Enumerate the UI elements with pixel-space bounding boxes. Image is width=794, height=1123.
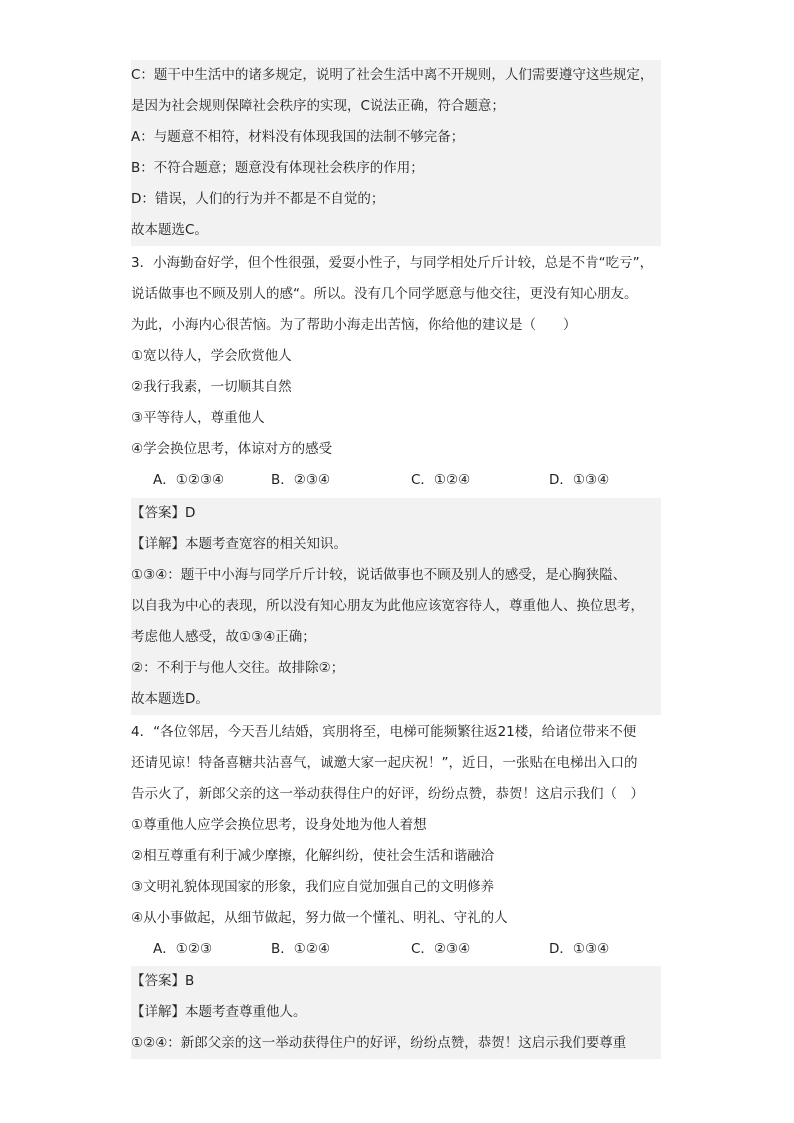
question-3-stem-line3: 为此，小海内心很苦恼。为了帮助小海走出苦恼，你给他的建议是（ ）: [131, 317, 577, 333]
question-3-detail: 【详解】本题考查宽容的相关知识。: [131, 529, 661, 560]
question-3-analysis-line2: 以自我为中心的表现，所以没有知心朋友为此他应该宽容待人，尊重他人、换位思考，: [131, 591, 661, 622]
question-4-stem-line1: 4．“各位邻居，今天吾儿结婚，宾朋将至，电梯可能频繁往返21楼，给诸位带来不便: [131, 724, 637, 740]
question-3-stem-line2: 说话做事也不顾及别人的感“。所以。没有几个同学愿意与他交往，更没有知心朋友。: [131, 286, 638, 302]
question-3-item-1: ①宽以待人，学会欣赏他人: [131, 348, 292, 364]
question-3-options: [131, 465, 661, 496]
question-4-item-2: ②相互尊重有利于减少摩擦，化解纠纷，使社会生活和谐融洽: [131, 848, 495, 864]
question-4-stem-line3: 告示火了，新郎父亲的这一举动获得住户的好评，纷纷点赞，恭贺！这启示我们（ ）: [131, 786, 644, 802]
question-3-answer: 【答案】D: [131, 498, 661, 529]
option-b: B．②③④: [271, 472, 331, 488]
option-b: B．①②④: [271, 941, 331, 957]
question-4-detail: 【详解】本题考查尊重他人。: [131, 997, 661, 1028]
question-4-options: [131, 934, 661, 965]
explanation-c-line1: C：题干中生活中的诸多规定，说明了社会生活中离不开规则，人们需要遵守这些规定，: [131, 60, 661, 91]
explanation-conclusion: 故本题选C。: [131, 215, 661, 246]
explanation-a-line: A：与题意不相符，材料没有体现我国的法制不够完备；: [131, 122, 661, 153]
question-4-analysis-line1: ①②④：新郎父亲的这一举动获得住户的好评，纷纷点赞，恭贺！这启示我们要尊重: [131, 1028, 661, 1059]
option-d: D．①③④: [549, 472, 610, 488]
question-3-item-4: ④学会换位思考，体谅对方的感受: [131, 441, 333, 457]
question-3-item-2: ②我行我素，一切顺其自然: [131, 379, 292, 395]
option-a: A．①②③④: [153, 472, 225, 488]
option-c: C．②③④: [411, 941, 471, 957]
question-4-item-3: ③文明礼貌体现国家的形象，我们应自觉加强自己的文明修养: [131, 879, 495, 895]
explanation-b-line: B：不符合题意；题意没有体现社会秩序的作用；: [131, 153, 661, 184]
question-4-item-4: ④从小事做起，从细节做起，努力做一个懂礼、明礼、守礼的人: [131, 910, 508, 926]
option-a: A．①②③: [153, 941, 213, 957]
explanation-c-line2: 是因为社会规则保障社会秩序的实现，C说法正确，符合题意；: [131, 91, 661, 122]
question-3-stem-line1: 3．小海勤奋好学，但个性很强，爱耍小性子，与同学相处斤斤计较，总是不肯“吃亏”，: [131, 255, 654, 271]
question-3-item-3: ③平等待人，尊重他人: [131, 410, 265, 426]
option-d: D．①③④: [549, 941, 610, 957]
question-4-answer: 【答案】B: [131, 966, 661, 997]
question-3-conclusion: 故本题选D。: [131, 684, 661, 715]
explanation-d-line: D：错误，人们的行为并不都是不自觉的；: [131, 184, 661, 215]
question-4-stem-line2: 还请见谅！特备喜糖共沾喜气，诚邀大家一起庆祝！”，近日，一张贴在电梯出入口的: [131, 755, 638, 771]
question-4-item-1: ①尊重他人应学会换位思考，设身处地为他人着想: [131, 817, 427, 833]
question-3-analysis-line3: 考虑他人感受，故①③④正确；: [131, 622, 661, 653]
question-3-analysis-line1: ①③④：题干中小海与同学斤斤计较，说话做事也不顾及别人的感受，是心胸狭隘、: [131, 560, 661, 591]
question-3-analysis-line4: ②：不利于与他人交往。故排除②；: [131, 653, 661, 684]
option-c: C．①②④: [411, 472, 471, 488]
